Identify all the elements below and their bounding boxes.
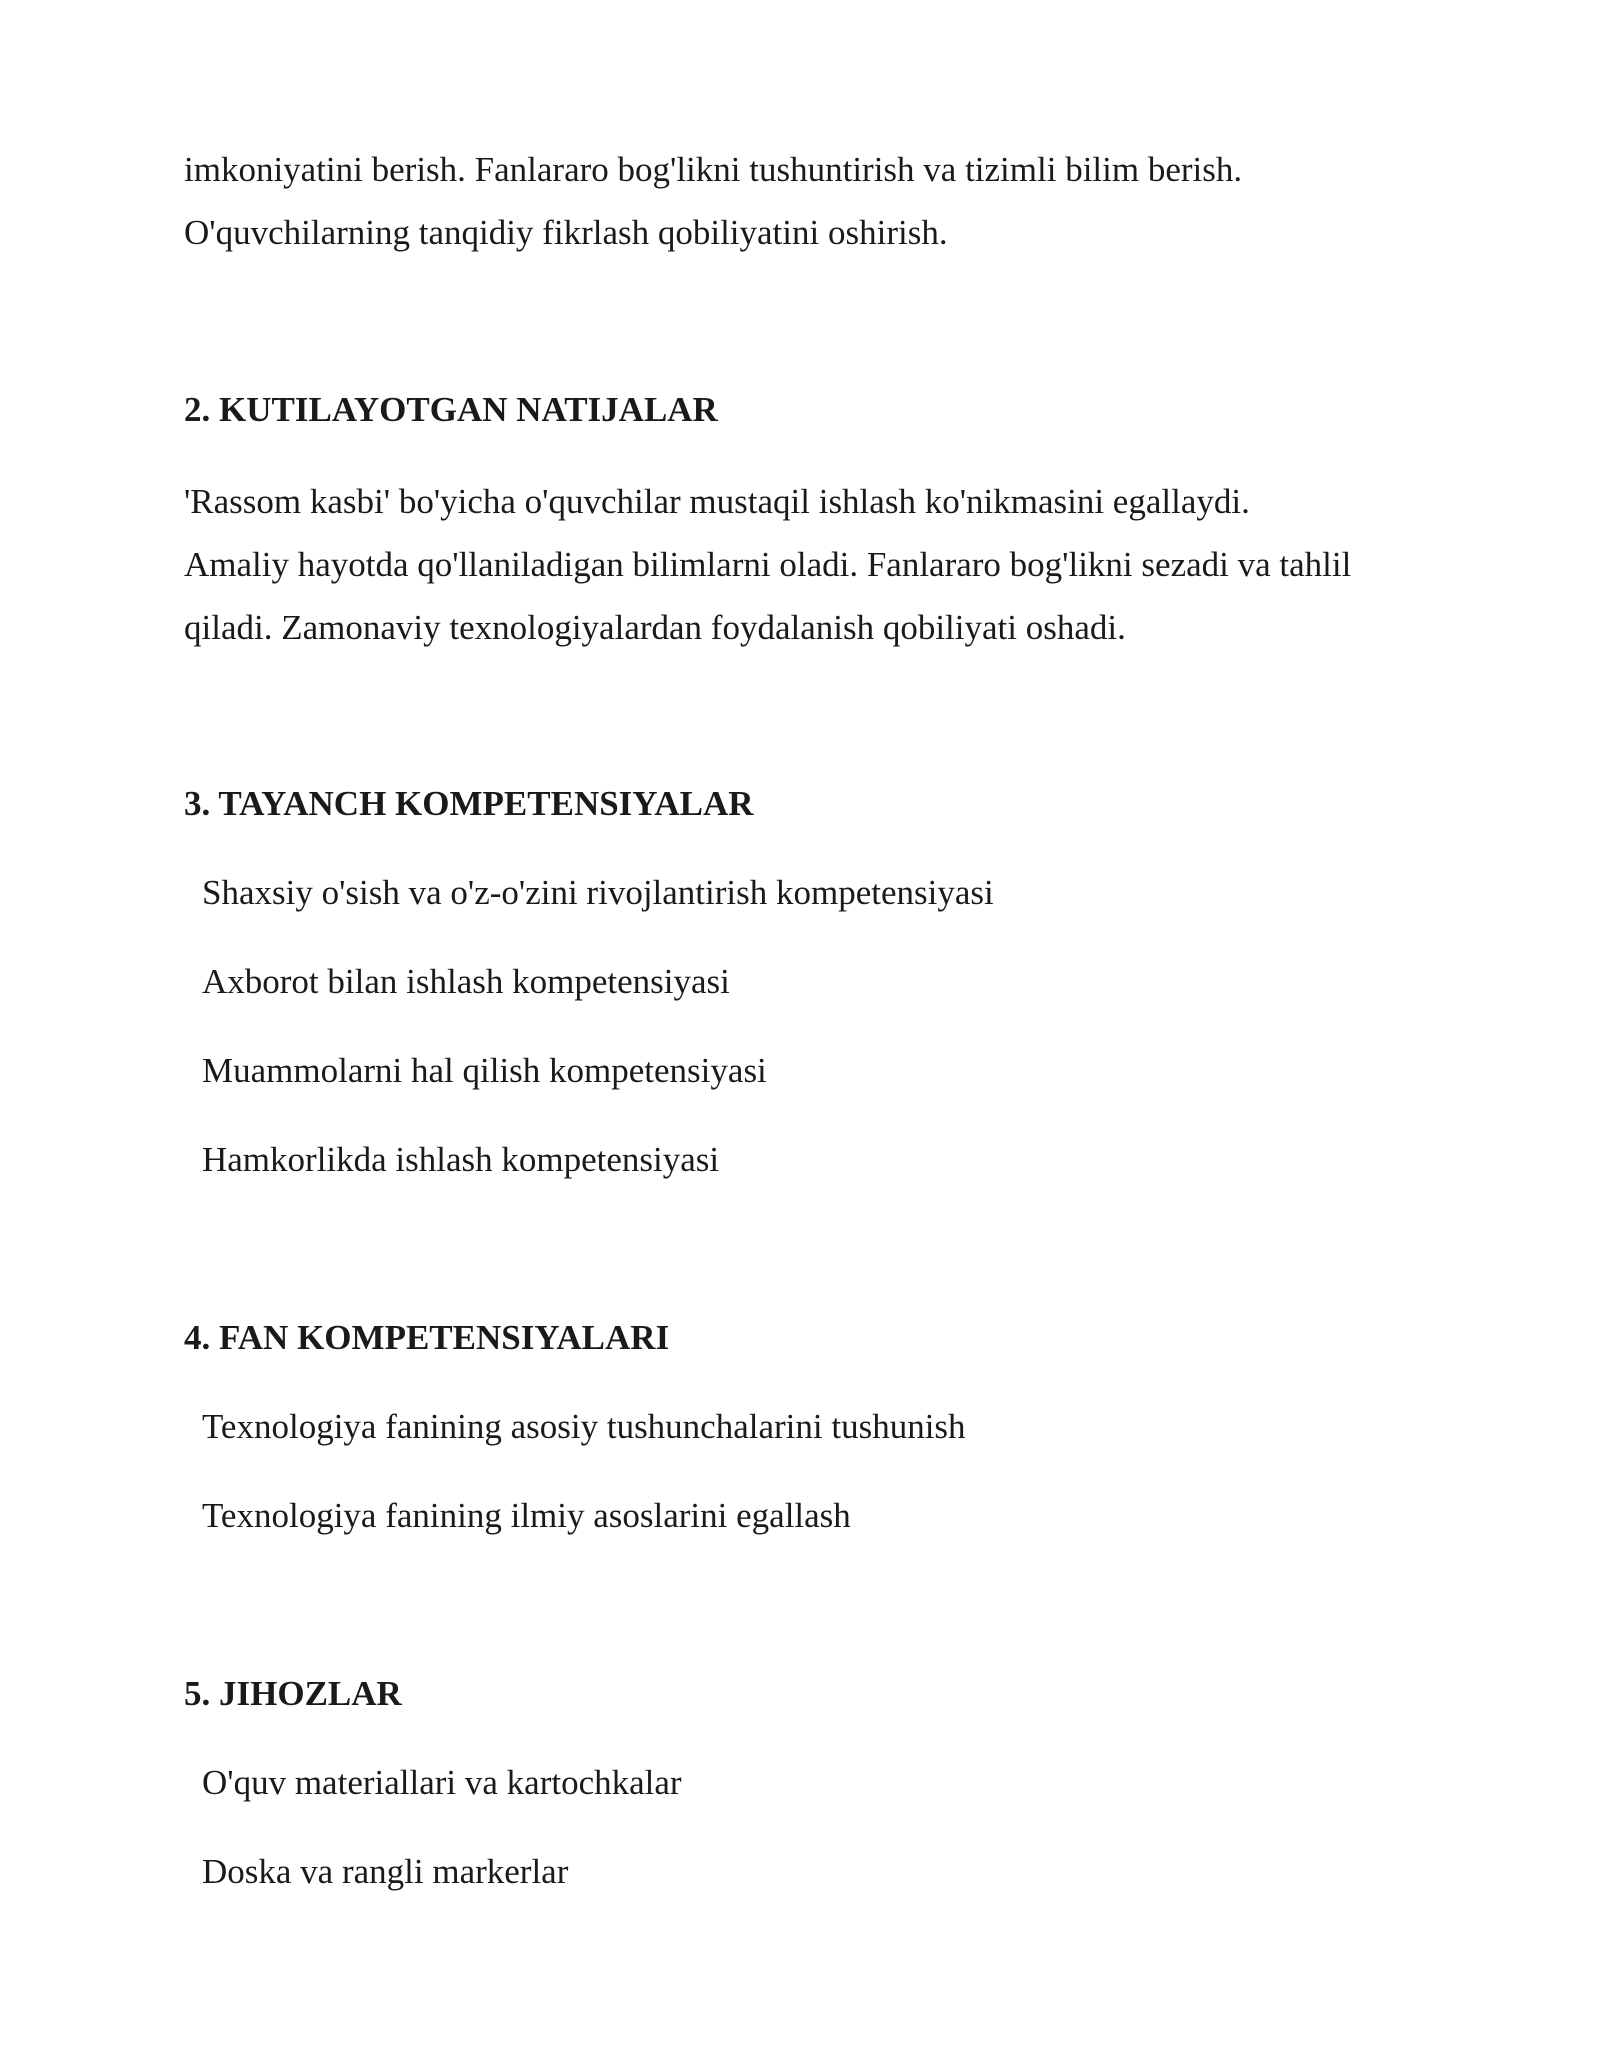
list-item: Hamkorlikda ishlash kompetensiyasi bbox=[202, 1140, 720, 1179]
intro-line-2: O'quvchilarning tanqidiy fikrlash qobiliyatini oshirish. bbox=[184, 213, 948, 252]
list-item: Shaxsiy o'sish va o'z-o'zini rivojlantirish kompetensiyasi bbox=[202, 873, 994, 912]
list-item: Texnologiya fanining ilmiy asoslarini egallash bbox=[202, 1496, 851, 1535]
intro-line-1: imkoniyatini berish. Fanlararo bog'likni tushuntirish va tizimli bilim berish. bbox=[184, 150, 1243, 189]
list-item: Muammolarni hal qilish kompetensiyasi bbox=[202, 1051, 767, 1090]
section-5-heading: 5. JIHOZLAR bbox=[184, 1674, 402, 1713]
section-3-heading: 3. TAYANCH KOMPETENSIYALAR bbox=[184, 784, 754, 823]
section-4-heading: 4. FAN KOMPETENSIYALARI bbox=[184, 1318, 670, 1357]
list-item: Axborot bilan ishlash kompetensiyasi bbox=[202, 962, 730, 1001]
section-2-line-1: 'Rassom kasbi' bo'yicha o'quvchilar mustaqil ishlash ko'nikmasini egallaydi. bbox=[184, 482, 1250, 521]
intro-paragraph bbox=[184, 138, 1444, 264]
list-item: Texnologiya fanining asosiy tushunchalarini tushunish bbox=[202, 1407, 966, 1446]
section-2-heading: 2. KUTILAYOTGAN NATIJALAR bbox=[184, 390, 718, 429]
section-2-line-2: Amaliy hayotda qo'llaniladigan bilimlarni oladi. Fanlararo bog'likni sezadi va tahlil bbox=[184, 545, 1352, 584]
section-2-line-3: qiladi. Zamonaviy texnologiyalardan foydalanish qobiliyati oshadi. bbox=[184, 608, 1126, 647]
list-item: Doska va rangli markerlar bbox=[202, 1852, 569, 1891]
section-2-paragraph bbox=[184, 470, 1444, 659]
list-item: O'quv materiallari va kartochkalar bbox=[202, 1763, 682, 1802]
